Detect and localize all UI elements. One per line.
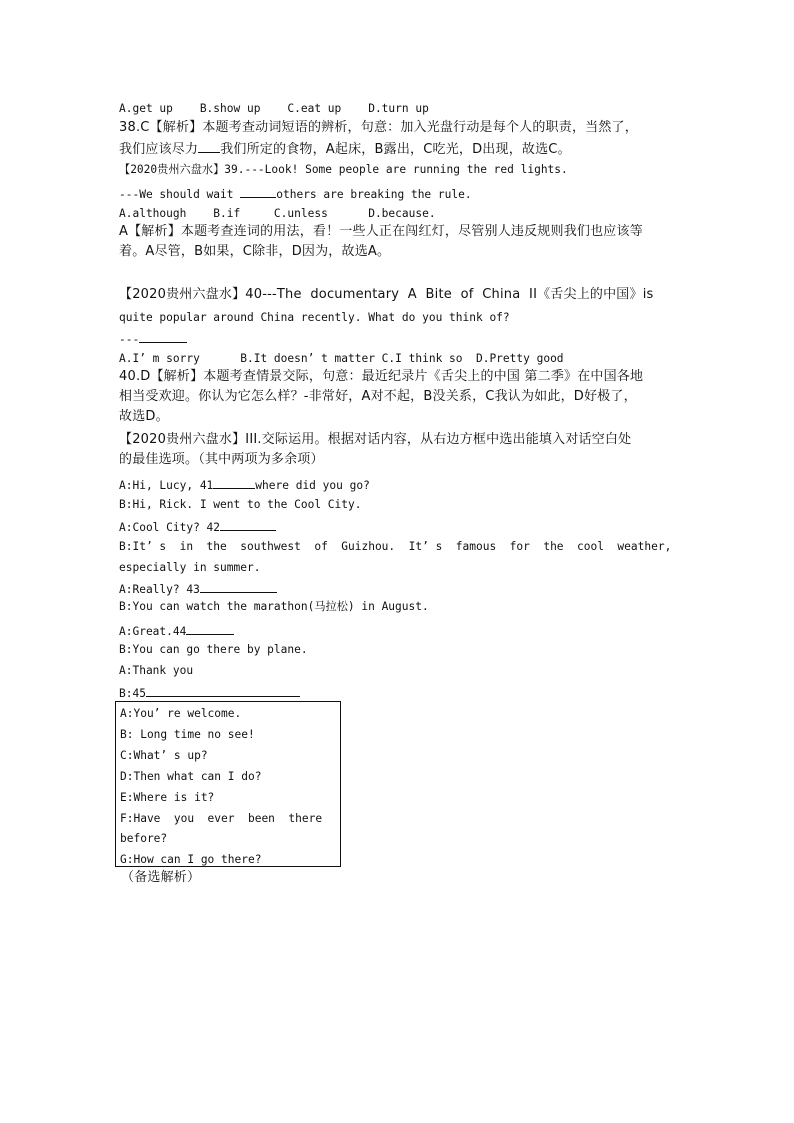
answer-blank	[139, 330, 187, 343]
option-f-continued: before?	[120, 832, 168, 845]
section3-instruction-line2: 的最佳选项。（其中两项为多余项）	[119, 452, 324, 467]
option-f: F:Have you ever been there	[120, 812, 323, 825]
q39-analysis-line2: 着。A尽管，B如果，C除非，D因为，故选A。	[119, 244, 391, 259]
answer-blank	[146, 684, 300, 697]
q39-question: 【2020贵州六盘水】39.---Look! Some people are running the red lights.	[119, 163, 568, 176]
options-box	[115, 701, 341, 867]
dialogue-line: B:You can go there by plane.	[119, 643, 308, 656]
option-c: C:What’ s up?	[120, 749, 208, 762]
q38-options: A.get up B.show up C.eat up D.turn up	[119, 102, 429, 115]
answer-blank	[240, 185, 276, 198]
answer-blank	[200, 580, 277, 593]
answer-blank	[220, 518, 276, 531]
section3-instruction-line1: 【2020贵州六盘水】III.交际运用。根据对话内容，从右边方框中选出能填入对话空白处	[119, 432, 632, 447]
option-e: E:Where is it?	[120, 791, 215, 804]
q40-question-line1: 【2020贵州六盘水】40---The documentary A Bite of China II《舌尖上的中国》is	[119, 287, 654, 302]
option-a: A:You’ re welcome.	[120, 707, 242, 720]
dialogue-line-44: A:Great.44	[119, 622, 234, 640]
q40-options: A.I’ m sorry B.It doesn’ t matter C.I think so D.Pretty good	[119, 352, 564, 365]
dialogue-line-42: A:Cool City? 42	[119, 518, 276, 536]
q40-analysis-line2: 相当受欢迎。你认为它怎么样？-非常好，A对不起，B没关系，C我认为如此，D好极了，	[119, 389, 637, 404]
option-d: D:Then what can I do?	[120, 770, 262, 783]
q39-analysis-line1: A【解析】本题考查连词的用法，看！一些人正在闯红灯，尽管别人违反规则我们也应该等	[119, 224, 643, 239]
option-g: G:How can I go there?	[120, 853, 262, 866]
answer-blank	[213, 476, 255, 489]
answer-blank	[186, 622, 234, 635]
dialogue-line: B:Hi, Rick. I went to the Cool City.	[119, 498, 362, 511]
q39-dialogue: ---We should wait others are breaking the rule.	[119, 185, 472, 203]
dialogue-line: A:Thank you	[119, 664, 194, 677]
dialogue-line: especially in summer.	[119, 561, 261, 574]
dialogue-line-45: B:45	[119, 684, 300, 702]
dialogue-line-43: A:Really? 43	[119, 580, 277, 598]
answer-blank	[198, 140, 220, 153]
q40-dialogue: ---	[119, 330, 187, 348]
q40-analysis-line3: 故选D。	[119, 409, 169, 424]
q38-analysis-line2: 我们应该尽力 我们所定的食物，A起床，B露出，C吃光，D出现，故选C。	[119, 142, 571, 157]
dialogue-line: B:You can watch the marathon(马拉松) in August.	[119, 600, 429, 613]
option-b: B: Long time no see!	[120, 728, 255, 741]
q38-analysis-line1: 38.C【解析】本题考查动词短语的辨析，句意：加入光盘行动是每个人的职责，当然了，	[119, 120, 638, 135]
q39-options: A.although B.if C.unless D.because.	[119, 207, 436, 220]
backup-analysis-label: （备选解析）	[121, 870, 201, 885]
q40-question-line2: quite popular around China recently. What do you think of?	[119, 311, 510, 324]
q40-analysis-line1: 40.D【解析】本题考查情景交际，句意：最近纪录片《舌尖上的中国 第二季》在中国各地	[119, 369, 644, 384]
dialogue-line: B:It’ s in the southwest of Guizhou. It’ s famous for the cool weather,	[119, 540, 672, 553]
dialogue-line-41: A:Hi, Lucy, 41 where did you go?	[119, 476, 370, 494]
